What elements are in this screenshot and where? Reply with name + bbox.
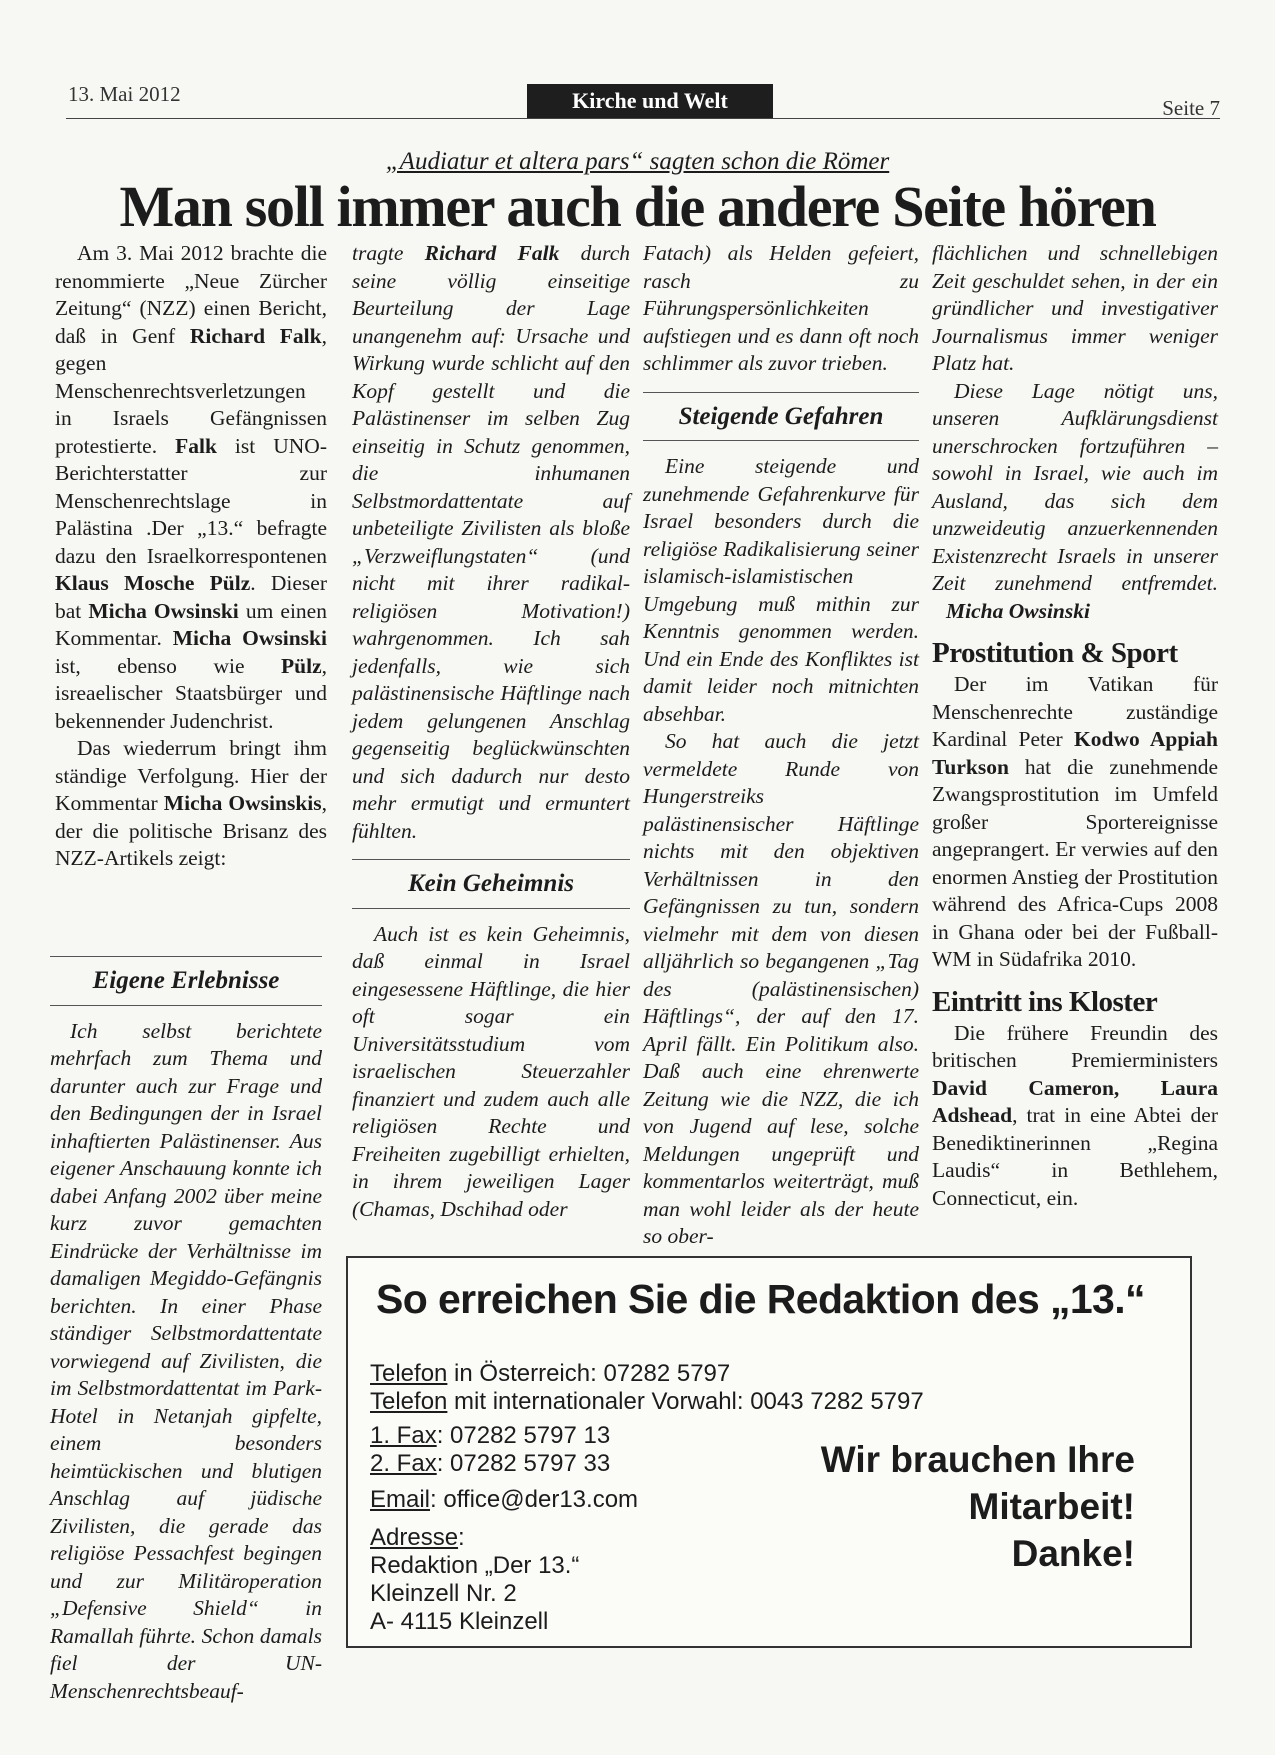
column-2 bbox=[352, 240, 630, 1223]
col1-paragraph-1 bbox=[55, 240, 327, 735]
col3-paragraph-3: So hat auch die jetzt vermeldete Runde von Hungerstreiks palästinensischer Häftlinge nichts mit den objektiven Verhältnissen in den Gefängnissen zu tun, sondern vielmehr mit dem von diesen alljährlich so begangenen „Tag des (palästinensischen) Häftlings“, der auf den 17. April fällt. Ein Politikum also. Daß auch eine ehrenwerte Zeitung wie die NZZ, die ich von Jugend auf lese, solche Meldungen ungeprüft und kommentarlos weiterträgt, muß man wohl leider als der heute so ober- bbox=[643, 729, 919, 1248]
col1-paragraph-3: Ich selbst berichtete mehrfach zum Thema und darunter auch zur Frage und den Bedingungen der in Israel inhaftierten Palästinenser. Aus eigener Anschauung konnte ich dabei Anfang 2002 über meine kurz zuvor gemachten Eindrücke der Verhältnisse im damaligen Megiddo-Gefängnis berichten. In einer Phase ständiger Selbstmordattentate vorwiegend auf Zivilisten, die im Selbstmordattentat im Park-Hotel in Netanjah gipfelte, einem besonders heimtückischen und blutigen Anschlag auf jüdische Zivilisten, die gerade das religiöse Pessachfest begingen und zur Militäroperation „Defensive Shield“ in Ramallah führte. Schon damals fiel der UN-Menschenrechtsbeauf- bbox=[50, 1018, 322, 1703]
text-run: tragte bbox=[352, 241, 425, 265]
author-signature: Micha Owsinski bbox=[946, 598, 1090, 623]
column-1 bbox=[55, 240, 327, 873]
text-run: ist, ebenso wie bbox=[55, 653, 282, 678]
address-line-3: A- 4115 Kleinzell bbox=[370, 1608, 549, 1635]
col3-paragraph-1: Fatach) als Helden gefeiert, rasch zu Führungspersönlichkeiten aufstiegen und es dann oft noch schlimmer als zuvor trieben. bbox=[643, 241, 919, 375]
bold-name: Falk bbox=[175, 433, 217, 458]
page-number: Seite 7 bbox=[1162, 96, 1220, 120]
text-run: Am 3. Mai 2012 brachte die renommierte „Neue Zürcher Zeitung“ (NZZ) einen Bericht, daß in Genf bbox=[55, 241, 327, 348]
col2-paragraph-1 bbox=[352, 240, 630, 845]
email-label: Email bbox=[370, 1486, 431, 1513]
col2-paragraph-2: Auch ist es kein Geheimnis, daß einmal in Israel eingesessene Häftlinge, die hier oft sogar ein Universitätsstudium vom israelischen Steuerzahler finanziert und zudem auch alle religiösen Rechte und Freiheiten zugebilligt erhielten, in ihrem jeweiligen Lager (Chamas, Dschihad oder bbox=[352, 921, 630, 1221]
text-run: Der im Vatikan für Menschenrechte zuständige Kardinal Peter bbox=[932, 672, 1218, 751]
bold-name: Pülz bbox=[281, 653, 322, 678]
address-line-2: Kleinzell Nr. 2 bbox=[370, 1580, 517, 1607]
bold-name: Richard Falk bbox=[189, 323, 322, 348]
section-label: Kirche und Welt bbox=[527, 84, 773, 118]
contact-address-label bbox=[370, 1524, 465, 1552]
phone-label: Telefon bbox=[370, 1360, 448, 1387]
contact-title: So erreichen Sie die Redaktion des „13.“ bbox=[376, 1276, 1145, 1322]
phone-1-value: in Österreich: 07282 5797 bbox=[447, 1360, 731, 1387]
address-colon: : bbox=[458, 1524, 465, 1551]
col4-paragraph-2 bbox=[932, 378, 1218, 626]
fax-2-value: : 07282 5797 33 bbox=[436, 1450, 611, 1477]
column-1-lower bbox=[50, 942, 322, 1705]
text-run: , der die politische Brisanz des NZZ-Artikels zeigt: bbox=[55, 791, 327, 870]
subheading-steigende-gefahren: Steigende Gefahren bbox=[643, 392, 919, 442]
email-value: : office@der13.com bbox=[430, 1486, 639, 1513]
text-run: durch seine völlig einseitige Beurteilung der Lage unangenehm auf: Ursache und Wirkung wurde schlicht auf den Kopf gestellt und die Palästinenser im selben Zug einseitig in Schutz genommen, die inhumanen Selbstmordattentate auf unbeteiligte Zivilisten als bloße „Verzweiflungstaten“ (und nicht mit ihrer radikal-religiösen Motivation!) wahrgenommen. Ich sah jedenfalls, wie sich palästinensische Häftlinge nach jedem gelungenen Anschlag gegenseitig beglückwünschten und sich dadurch nur desto mehr ermutigt und ermuntert fühlten. bbox=[352, 241, 630, 843]
contact-phone-1 bbox=[370, 1360, 730, 1388]
text-run: um einen Kommentar. bbox=[55, 598, 327, 650]
contact-fax-2 bbox=[370, 1450, 610, 1478]
phone-2-value: mit internationaler Vorwahl: 0043 7282 5797 bbox=[447, 1388, 924, 1415]
appeal-line-3: Danke! bbox=[1011, 1533, 1135, 1574]
subheading-kein-geheimnis: Kein Geheimnis bbox=[352, 859, 630, 909]
column-3 bbox=[643, 240, 919, 1251]
col1-paragraph-2 bbox=[55, 735, 327, 873]
bold-name: David Cameron, Laura Adshead bbox=[932, 1075, 1218, 1127]
fax-2-label: 2. Fax bbox=[370, 1450, 437, 1477]
header-rule bbox=[66, 118, 1220, 119]
text-run: , isreaelischer Staatsbürger und bekennender Judenchrist. bbox=[55, 653, 327, 733]
fax-1-value: : 07282 5797 13 bbox=[436, 1422, 611, 1449]
contact-phone-2 bbox=[370, 1388, 924, 1416]
bold-name: Klaus Mosche Pülz bbox=[55, 571, 251, 595]
news-title-eintritt-kloster: Eintritt ins Kloster bbox=[932, 985, 1158, 1018]
bold-name: Kodwo Appiah Turkson bbox=[932, 727, 1218, 779]
article-kicker: „Audiatur et altera pars“ sagten schon die Römer bbox=[385, 148, 890, 175]
appeal-line-2: Mitarbeit! bbox=[968, 1486, 1135, 1527]
text-run: , trat in eine Abtei der Benediktinerinnen „Regina Laudis“ in Bethlehem, Connecticut, ein. bbox=[932, 1103, 1218, 1210]
phone-label-2: Telefon bbox=[370, 1388, 448, 1415]
col3-paragraph-2: Eine steigende und zunehmende Gefahrenkurve für Israel besonders durch die religiöse Radikalisierung seiner islamisch-islamistischen Umgebung muß mithin zur Kenntnis genommen werden. Und ein Ende des Konfliktes ist damit leider noch mitnichten absehbar. bbox=[643, 454, 919, 726]
col4-paragraph-2-text: Diese Lage nötigt uns, unseren Aufklärungsdienst unerschrocken fortzuführen – sowohl in Israel, wie auch im Ausland, das sich dem unzweideutig anzuerkennenden Existenzrecht Israels in unserer Zeit zunehmend entfremdet. bbox=[932, 378, 1218, 595]
appeal-text bbox=[775, 1436, 1135, 1577]
contact-email bbox=[370, 1486, 638, 1514]
text-run: . Dieser bat bbox=[55, 571, 327, 623]
contact-box bbox=[346, 1256, 1192, 1648]
text-run: Die frühere Freundin des britischen Premierministers bbox=[932, 1020, 1218, 1072]
bold-name: Richard Falk bbox=[424, 241, 560, 265]
article-headline: Man soll immer auch die andere Seite hören bbox=[119, 174, 1156, 239]
bold-name: Micha Owsinski bbox=[88, 598, 239, 623]
news-body-prostitution-sport bbox=[932, 671, 1218, 974]
text-run: ist UNO-Berichterstatter zur Menschenrechtslage in Palästina .Der „13.“ befragte dazu den Israelkorrespontenen bbox=[55, 433, 327, 568]
fax-1-label: 1. Fax bbox=[370, 1422, 437, 1449]
bold-name: Micha Owsinski bbox=[172, 626, 327, 650]
col4-paragraph-1: flächlichen und schnellebigen Zeit geschuldet sehen, in der ein gründlicher und investigativer Journalismus immer weniger Platz hat. bbox=[932, 241, 1218, 375]
text-run: Das wiederrum bringt ihm ständige Verfolgung. Hier der Kommentar bbox=[55, 736, 327, 815]
column-4 bbox=[932, 240, 1218, 1212]
news-body-eintritt-kloster bbox=[932, 1020, 1218, 1213]
address-line-1: Redaktion „Der 13.“ bbox=[370, 1552, 580, 1579]
subheading-eigene-erlebnisse: Eigene Erlebnisse bbox=[50, 956, 322, 1006]
text-run: , gegen Menschenrechtsverletzungen in Israels Gefängnissen protestierte. bbox=[55, 323, 327, 458]
issue-date: 13. Mai 2012 bbox=[68, 82, 181, 106]
bold-name: Micha Owsinskis bbox=[163, 791, 322, 815]
text-run: hat die zunehmende Zwangsprostitution im Umfeld großer Sportereignisse angeprangert. Er verwies auf den enormen Anstieg der Prostitution während des Africa-Cups 2008 in Ghana oder bei der Fußball-WM in Südafrika 2010. bbox=[932, 754, 1218, 971]
contact-fax-1 bbox=[370, 1422, 610, 1450]
address-label: Adresse bbox=[370, 1524, 459, 1551]
news-title-prostitution-sport: Prostitution & Sport bbox=[932, 637, 1178, 669]
appeal-line-1: Wir brauchen Ihre bbox=[820, 1439, 1135, 1480]
